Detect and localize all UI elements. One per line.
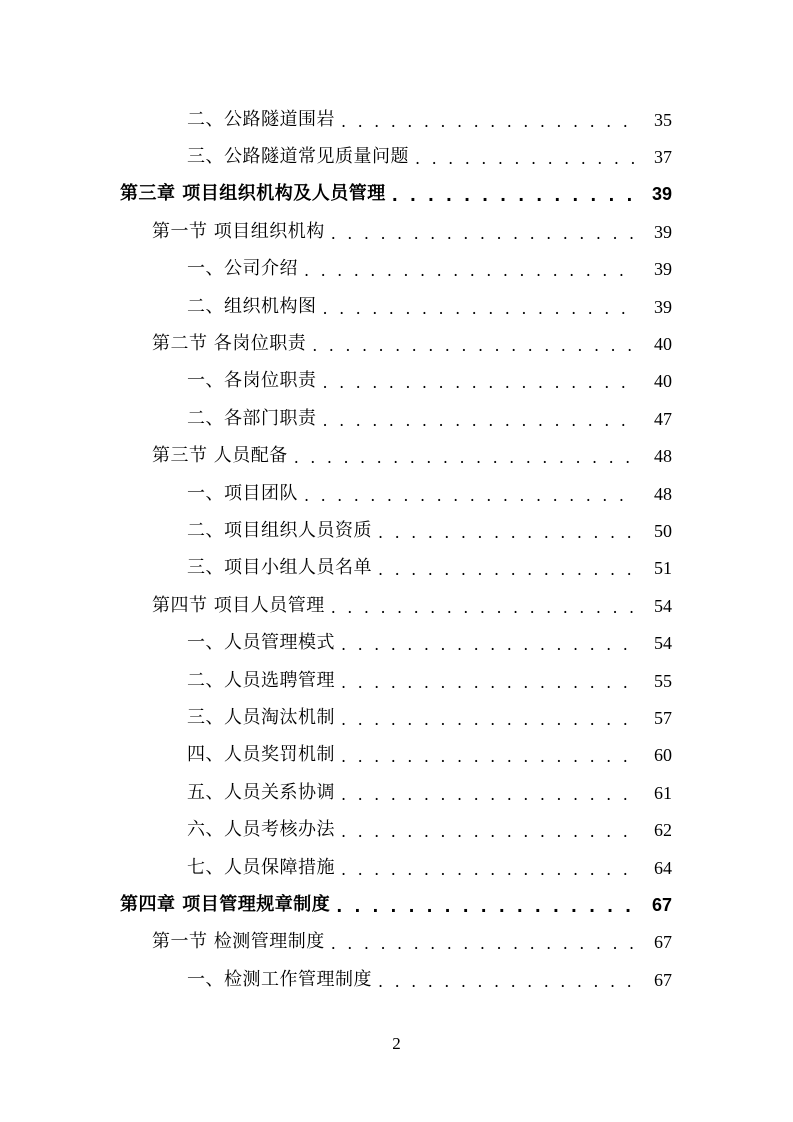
toc-entry-label: 二、项目组织人员资质: [187, 519, 372, 541]
toc-entry-label: 六、人员考核办法: [187, 819, 335, 841]
toc-entry-label: 一、各岗位职责: [187, 370, 317, 392]
toc-subsection-entry[interactable]: [0, 138, 793, 175]
toc-subsection-entry[interactable]: [0, 662, 793, 699]
toc-section-entry[interactable]: [0, 438, 793, 475]
toc-dot-leader: [378, 971, 636, 993]
toc-dot-leader: [415, 148, 636, 170]
toc-entry-label: 第三节 人员配备: [152, 445, 288, 467]
toc-dot-leader: [341, 709, 636, 731]
table-of-contents: [0, 101, 793, 998]
toc-dot-leader: [323, 372, 637, 394]
toc-dot-leader: [341, 672, 636, 694]
toc-dot-leader: [378, 559, 636, 581]
toc-entry-label: 二、组织机构图: [187, 295, 317, 317]
toc-entry-page-number: 39: [651, 184, 672, 205]
toc-subsection-entry[interactable]: [0, 363, 793, 400]
toc-entry-page-number: 39: [654, 221, 672, 242]
toc-chapter-entry[interactable]: [0, 886, 793, 923]
toc-subsection-entry[interactable]: [0, 961, 793, 998]
toc-dot-leader: [304, 485, 636, 507]
toc-entry-label: 五、人员关系协调: [187, 781, 335, 803]
toc-entry-page-number: 54: [654, 633, 672, 654]
toc-dot-leader: [294, 447, 636, 469]
toc-entry-label: 三、公路隧道常见质量问题: [187, 146, 409, 168]
toc-subsection-entry[interactable]: [0, 811, 793, 848]
toc-section-entry[interactable]: [0, 325, 793, 362]
toc-dot-leader: [331, 223, 636, 245]
toc-entry-page-number: 67: [651, 894, 672, 915]
toc-entry-page-number: 48: [654, 483, 672, 504]
toc-subsection-entry[interactable]: [0, 699, 793, 736]
toc-dot-leader: [331, 597, 636, 619]
toc-section-entry[interactable]: [0, 213, 793, 250]
toc-entry-label: 三、人员淘汰机制: [187, 706, 335, 728]
toc-subsection-entry[interactable]: [0, 400, 793, 437]
toc-entry-page-number: 48: [654, 446, 672, 467]
toc-dot-leader: [331, 933, 636, 955]
toc-dot-leader: [378, 522, 636, 544]
toc-entry-label: 第四节 项目人员管理: [152, 594, 325, 616]
toc-entry-page-number: 39: [654, 296, 672, 317]
toc-dot-leader: [392, 185, 636, 207]
toc-entry-page-number: 35: [654, 109, 672, 130]
toc-dot-leader: [304, 260, 636, 282]
toc-subsection-entry[interactable]: [0, 251, 793, 288]
toc-chapter-entry[interactable]: [0, 176, 793, 213]
toc-entry-page-number: 40: [654, 334, 672, 355]
toc-entry-label: 一、检测工作管理制度: [187, 968, 372, 990]
toc-entry-page-number: 50: [654, 520, 672, 541]
toc-entry-page-number: 67: [654, 969, 672, 990]
toc-subsection-entry[interactable]: [0, 550, 793, 587]
toc-entry-label: 一、人员管理模式: [187, 632, 335, 654]
toc-subsection-entry[interactable]: [0, 512, 793, 549]
toc-dot-leader: [336, 896, 636, 918]
toc-dot-leader: [341, 746, 636, 768]
toc-dot-leader: [323, 298, 637, 320]
toc-entry-page-number: 39: [654, 259, 672, 280]
toc-subsection-entry[interactable]: [0, 475, 793, 512]
toc-entry-page-number: 57: [654, 707, 672, 728]
toc-entry-label: 七、人员保障措施: [187, 856, 335, 878]
toc-dot-leader: [341, 111, 636, 133]
toc-entry-page-number: 60: [654, 745, 672, 766]
toc-dot-leader: [341, 784, 636, 806]
toc-entry-page-number: 55: [654, 670, 672, 691]
toc-entry-label: 第二节 各岗位职责: [152, 333, 307, 355]
toc-subsection-entry[interactable]: [0, 288, 793, 325]
toc-section-entry[interactable]: [0, 587, 793, 624]
toc-entry-label: 第四章 项目管理规章制度: [120, 893, 331, 915]
toc-entry-page-number: 64: [654, 857, 672, 878]
toc-entry-label: 三、项目小组人员名单: [187, 557, 372, 579]
toc-entry-label: 一、项目团队: [187, 482, 298, 504]
toc-subsection-entry[interactable]: [0, 849, 793, 886]
toc-entry-page-number: 62: [654, 820, 672, 841]
toc-entry-page-number: 54: [654, 595, 672, 616]
toc-dot-leader: [323, 410, 637, 432]
toc-dot-leader: [341, 859, 636, 881]
toc-entry-label: 第一节 项目组织机构: [152, 220, 325, 242]
toc-entry-label: 第三章 项目组织机构及人员管理: [120, 183, 386, 205]
toc-section-entry[interactable]: [0, 924, 793, 961]
toc-dot-leader: [341, 821, 636, 843]
toc-subsection-entry[interactable]: [0, 624, 793, 661]
toc-entry-label: 一、公司介绍: [187, 258, 298, 280]
toc-entry-label: 二、人员选聘管理: [187, 669, 335, 691]
toc-entry-label: 二、公路隧道围岩: [187, 108, 335, 130]
toc-entry-page-number: 37: [654, 147, 672, 168]
toc-entry-page-number: 51: [654, 558, 672, 579]
toc-dot-leader: [341, 634, 636, 656]
toc-dot-leader: [312, 335, 636, 357]
toc-subsection-entry[interactable]: [0, 737, 793, 774]
toc-entry-label: 第一节 检测管理制度: [152, 931, 325, 953]
toc-entry-label: 四、人员奖罚机制: [187, 744, 335, 766]
toc-subsection-entry[interactable]: [0, 101, 793, 138]
toc-entry-label: 二、各部门职责: [187, 407, 317, 429]
page-number: 2: [392, 1034, 401, 1053]
toc-entry-page-number: 67: [654, 932, 672, 953]
toc-subsection-entry[interactable]: [0, 774, 793, 811]
toc-entry-page-number: 47: [654, 408, 672, 429]
toc-entry-page-number: 61: [654, 782, 672, 803]
toc-entry-page-number: 40: [654, 371, 672, 392]
